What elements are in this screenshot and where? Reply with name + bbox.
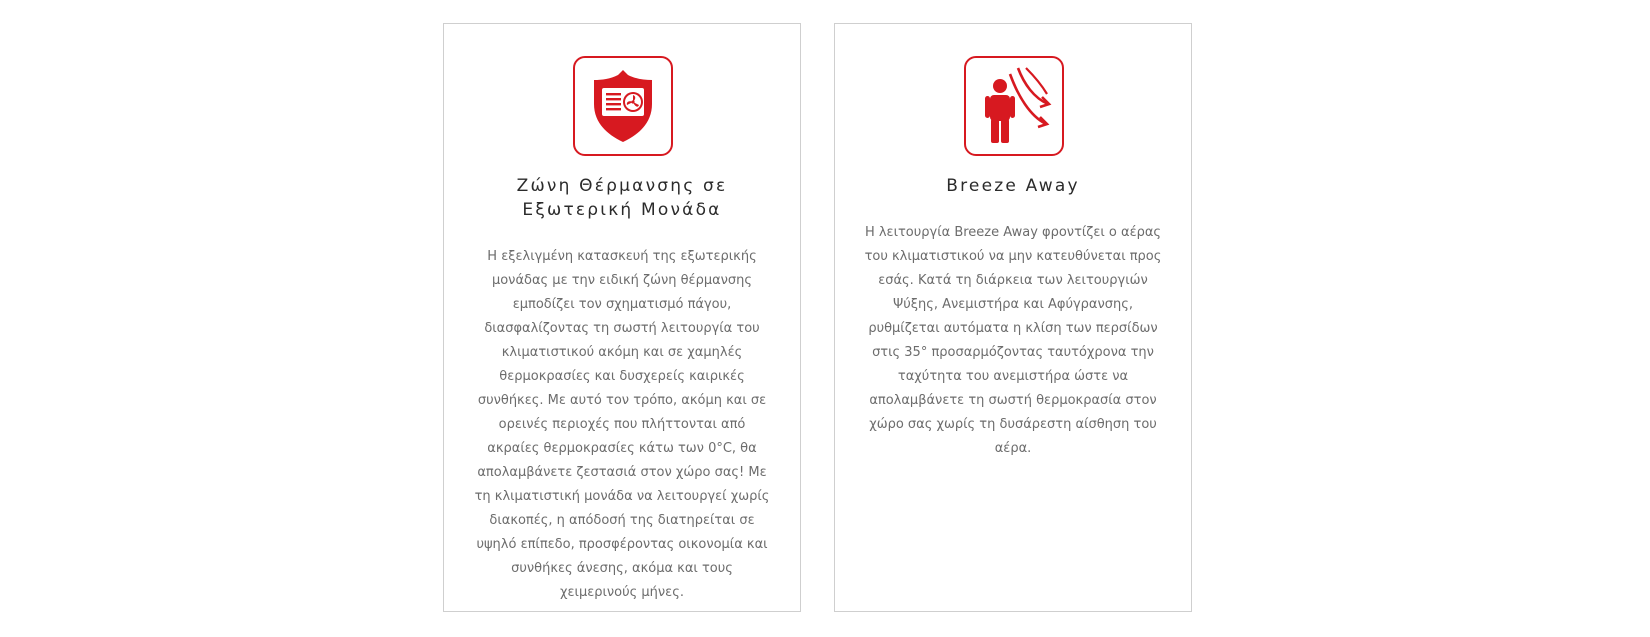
shield-outdoor-unit-icon [573, 56, 673, 156]
person-airflow-icon [964, 56, 1064, 156]
feature-card-breeze-away [834, 23, 1192, 612]
feature-card-heating-zone [443, 23, 801, 612]
feature-description: Η λειτουργία Breeze Away φροντίζει ο αέρας του κλιματιστικού να μην κατευθύνεται προς εσάς. Κατά τη διάρκεια των λειτουργιών Ψύξης, Ανεμιστήρα και Αφύγρανσης, ρυθμίζεται αυτόματα η κλίση των περσίδων στις 35° προσαρμόζοντας ταυτόχρονα την ταχύτητα του ανεμιστήρα ώστε να απολαμβάνετε τη σωστή θερμοκρασία στον χώρο σας χωρίς τη δυσάρεστη αίσθηση του αέρα. [864, 225, 1162, 456]
feature-title: Ζώνη Θέρμανσης σε Εξωτερική Μονάδα [516, 176, 728, 220]
feature-description: Η εξελιγμένη κατασκευή της εξωτερικής μονάδας με την ειδική ζώνη θέρμανσης εμποδίζει τον σχηματισμό πάγου, διασφαλίζοντας τη σωστή λειτουργία του κλιματιστικού ακόμη και σε χαμηλές θερμοκρασίες και δυσχερείς καιρικές συνθήκες. Με αυτό τον τρόπο, ακόμη και σε ορεινές περιοχές που πλήττονται από ακραίες θερμοκρασίες κάτω των 0°C, θα απολαμβάνετε ζεστασιά στον χώρο σας! Με τη κλιματιστική μονάδα να λειτουργεί χωρίς διακοπές, η απόδοσή της διατηρείται σε υψηλό επίπεδο, προσφέροντας οικονομία και συνθήκες άνεσης, ακόμα και τους χειμερινούς μήνες. [474, 249, 770, 600]
feature-title: Breeze Away [946, 176, 1080, 196]
